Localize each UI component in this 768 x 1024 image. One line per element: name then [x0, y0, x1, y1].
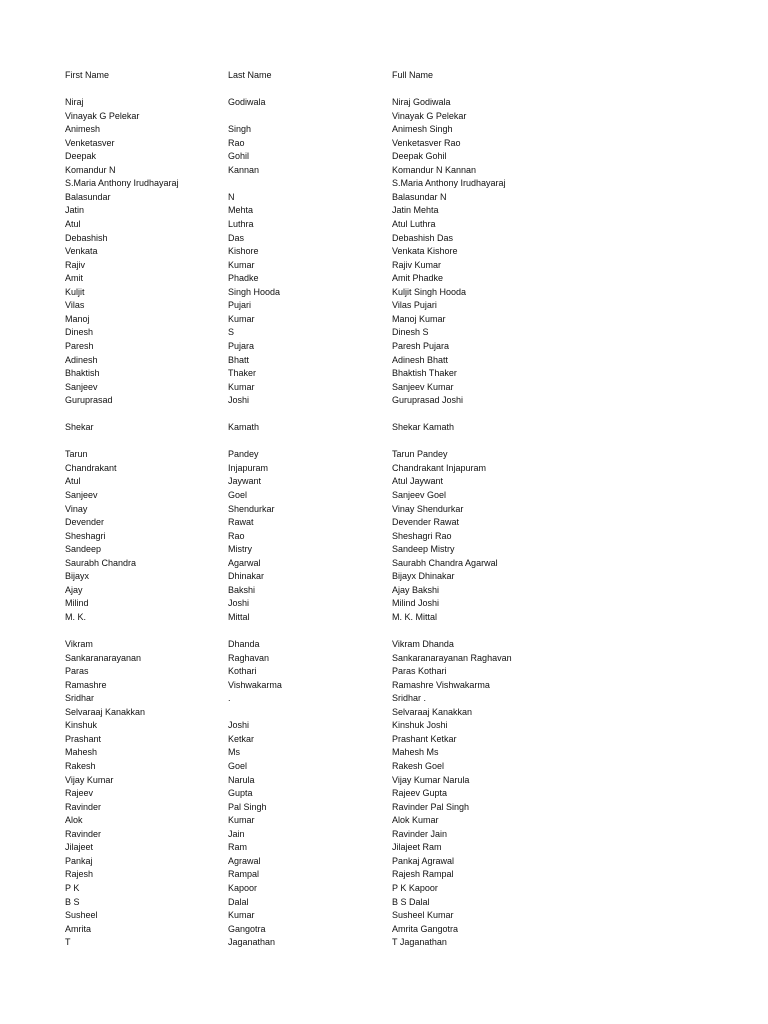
table-row [0, 137, 768, 151]
header-row [0, 69, 768, 83]
last-name-cell: Pujara [228, 340, 255, 351]
first-name-cell: Sankaranarayanan [65, 652, 142, 663]
first-name-cell: P K [65, 882, 80, 893]
full-name-cell: Alok Kumar [392, 815, 439, 826]
table-row [0, 706, 768, 720]
last-name-cell: Mittal [228, 611, 250, 622]
last-name-cell: Kamath [228, 422, 260, 433]
full-name-cell: Vikram Dhanda [392, 639, 454, 650]
last-name-cell: Pujari [228, 300, 252, 311]
table-row [0, 570, 768, 584]
first-name-cell: Vijay Kumar [65, 774, 114, 785]
first-name-cell: Vinayak G Pelekar [65, 110, 140, 121]
table-row [0, 746, 768, 760]
first-name-cell: Niraj [65, 97, 84, 108]
last-name-cell: Singh [228, 124, 252, 135]
table-row [0, 164, 768, 178]
full-name-cell: Venkata Kishore [392, 246, 458, 257]
last-name-cell: Thaker [228, 368, 257, 379]
last-name-cell: Phadke [228, 273, 259, 284]
last-name-cell: Ms [228, 747, 240, 758]
full-name-cell: Komandur N Kannan [392, 164, 477, 175]
last-name-cell: Gangotra [228, 923, 266, 934]
first-name-cell: Ravinder [65, 828, 102, 839]
table-row [0, 801, 768, 815]
last-name-cell: Dhanda [228, 639, 260, 650]
last-name-cell: Rampal [228, 869, 260, 880]
last-name-cell: Jain [228, 828, 245, 839]
last-name-cell: Goel [228, 761, 248, 771]
first-name-cell: Tarun [65, 449, 88, 460]
full-name-cell: Amit Phadke [392, 273, 444, 284]
full-name-cell: Chandrakant Injapuram [392, 462, 487, 473]
full-name-cell: Niraj Godiwala [392, 97, 451, 108]
table-row [0, 882, 768, 896]
first-name-cell: Venkata [65, 246, 98, 257]
first-name-cell: Rajeev [65, 788, 94, 799]
table-row [0, 625, 768, 639]
table-row [0, 868, 768, 882]
last-name-cell: Jaganathan [228, 937, 276, 948]
full-name-cell: Kinshuk Joshi [392, 720, 448, 731]
first-name-cell: Balasundar [65, 191, 111, 202]
first-name-cell: Manoj [65, 313, 90, 324]
table-row [0, 679, 768, 693]
first-name-cell: Chandrakant [65, 462, 117, 473]
last-name-cell: Joshi [228, 395, 250, 406]
table-row [0, 367, 768, 381]
full-name-cell: Sankaranarayanan Raghavan [392, 652, 512, 663]
first-name-cell: Susheel [65, 910, 98, 921]
first-name-cell: Dinesh [65, 327, 94, 338]
first-name-cell: T [65, 937, 71, 948]
full-name-cell: Amrita Gangotra [392, 923, 459, 934]
first-name-cell: Ramashre [65, 679, 107, 690]
table-row [0, 259, 768, 273]
table-row [0, 123, 768, 137]
last-name-cell: Pal Singh [228, 801, 267, 812]
last-name-cell: Goel [228, 490, 248, 500]
table-row [0, 150, 768, 164]
full-name-cell: Ramashre Vishwakarma [392, 679, 490, 690]
last-name-cell: Rao [228, 137, 245, 148]
full-name-cell: Vijay Kumar Narula [392, 774, 470, 785]
table-row [0, 489, 768, 503]
table-row [0, 462, 768, 476]
last-name-cell: Kumar [228, 259, 255, 270]
first-name-cell: Sandeep [65, 544, 102, 555]
last-name-cell: Raghavan [228, 652, 270, 663]
table-row [0, 841, 768, 855]
table-row [0, 638, 768, 652]
table-row [0, 597, 768, 611]
full-name-cell: Prashant Ketkar [392, 733, 457, 744]
full-name-cell: Rajesh Rampal [392, 869, 454, 880]
last-name-cell: Injapuram [228, 462, 269, 473]
table-row [0, 760, 768, 774]
first-name-cell: Guruprasad [65, 395, 113, 406]
last-name-cell: S [228, 327, 235, 338]
table-row [0, 326, 768, 340]
full-name-cell: Guruprasad Joshi [392, 395, 464, 406]
table-row [0, 503, 768, 517]
table-row [0, 787, 768, 801]
table-row [0, 408, 768, 422]
table-row [0, 381, 768, 395]
table-row [0, 475, 768, 489]
full-name-cell: P K Kapoor [392, 882, 438, 893]
first-name-cell: Sheshagri [65, 530, 106, 541]
full-name-cell: Saurabh Chandra Agarwal [392, 557, 498, 568]
last-name-cell: Dalal [228, 896, 249, 907]
full-name-cell: Ajay Bakshi [392, 584, 440, 595]
last-name-cell: Kishore [228, 246, 259, 257]
last-name-cell: Ketkar [228, 733, 255, 744]
full-name-cell: Milind Joshi [392, 598, 440, 609]
last-name-cell: Mistry [228, 544, 252, 555]
table-row [0, 394, 768, 408]
last-name-cell: Kumar [228, 910, 255, 921]
full-name-cell: Debashish Das [392, 232, 454, 243]
first-name-cell: Devender [65, 517, 105, 528]
table-row [0, 299, 768, 313]
first-name-cell: Alok [65, 815, 83, 826]
first-name-cell: Paresh [65, 340, 94, 351]
first-name-cell: Kuljit [65, 286, 85, 297]
last-name-cell: N [228, 191, 235, 202]
last-name-cell: Gupta [228, 788, 253, 799]
table-row [0, 516, 768, 530]
last-name-cell: Jaywant [228, 476, 262, 487]
full-name-cell: Mahesh Ms [392, 747, 439, 758]
full-name-cell: Shekar Kamath [392, 422, 455, 433]
first-name-cell: M. K. [65, 611, 87, 622]
first-name-cell: S.Maria Anthony Irudhayaraj [65, 178, 179, 189]
table-row [0, 936, 768, 950]
table-row [0, 83, 768, 97]
full-name-cell: Venketasver Rao [392, 137, 461, 148]
last-name-cell: Rao [228, 530, 245, 541]
first-name-cell: Jatin [65, 205, 85, 216]
table-row [0, 719, 768, 733]
last-name-cell: Vishwakarma [228, 679, 282, 690]
table-row [0, 421, 768, 435]
table-row [0, 245, 768, 259]
full-name-cell: Balasundar N [392, 191, 447, 202]
first-name-cell: Milind [65, 598, 89, 609]
full-name-cell: Vilas Pujari [392, 300, 437, 311]
last-name-cell: Ram [228, 842, 248, 853]
table-row [0, 354, 768, 368]
first-name-cell: Mahesh [65, 747, 98, 758]
full-name-cell: Sheshagri Rao [392, 530, 452, 541]
full-name-cell: Vinay Shendurkar [392, 503, 464, 514]
last-name-cell: Mehta [228, 205, 254, 216]
first-name-cell: Atul [65, 476, 81, 487]
table-row [0, 530, 768, 544]
full-name-cell: Rakesh Goel [392, 761, 445, 771]
first-name-cell: Ravinder [65, 801, 102, 812]
first-name-cell: Bijayx [65, 571, 90, 582]
last-name-cell: Kumar [228, 815, 255, 826]
table-row [0, 611, 768, 625]
full-name-cell: Susheel Kumar [392, 910, 454, 921]
header-last-name: Last Name [228, 70, 272, 80]
first-name-cell: Sridhar [65, 693, 95, 704]
table-row [0, 191, 768, 205]
first-name-cell: Saurabh Chandra [65, 557, 137, 568]
last-name-cell: Bakshi [228, 584, 256, 595]
table-row [0, 177, 768, 191]
table-row [0, 652, 768, 666]
table-row [0, 218, 768, 232]
table-row [0, 204, 768, 218]
table-row [0, 557, 768, 571]
last-name-cell: Gohil [228, 151, 250, 162]
first-name-cell: Adinesh [65, 354, 98, 365]
first-name-cell: Sanjeev [65, 381, 98, 392]
first-name-cell: Venketasver [65, 137, 115, 148]
last-name-cell: Kannan [228, 164, 260, 175]
full-name-cell: Sandeep Mistry [392, 544, 455, 555]
first-name-cell: Rakesh [65, 761, 96, 771]
first-name-cell: Animesh [65, 124, 101, 135]
first-name-cell: Atul [65, 219, 81, 229]
full-name-cell: Kuljit Singh Hooda [392, 286, 467, 297]
full-name-cell: Rajiv Kumar [392, 259, 442, 270]
full-name-cell: Bijayx Dhinakar [392, 571, 455, 582]
table-row [0, 110, 768, 124]
first-name-cell: Vinay [65, 503, 88, 514]
first-name-cell: Debashish [65, 232, 108, 243]
last-name-cell: Pandey [228, 449, 259, 460]
table-row [0, 814, 768, 828]
table-row [0, 340, 768, 354]
full-name-cell: Paresh Pujara [392, 340, 450, 351]
table-row [0, 272, 768, 286]
last-name-cell: Kapoor [228, 882, 258, 893]
full-name-cell: Jatin Mehta [392, 205, 439, 216]
last-name-cell: Dhinakar [228, 571, 265, 582]
first-name-cell: Prashant [65, 733, 102, 744]
table-row [0, 584, 768, 598]
first-name-cell: Vikram [65, 639, 93, 650]
first-name-cell: B S [65, 896, 80, 907]
first-name-cell: Deepak [65, 151, 97, 162]
last-name-cell: Rawat [228, 517, 254, 528]
first-name-cell: Jilajeet [65, 842, 94, 853]
first-name-cell: Komandur N [65, 164, 116, 175]
table-row [0, 665, 768, 679]
full-name-cell: Atul Jaywant [392, 476, 444, 487]
table-row [0, 286, 768, 300]
last-name-cell: Agrawal [228, 855, 261, 866]
table-row [0, 543, 768, 557]
first-name-cell: Pankaj [65, 855, 93, 866]
last-name-cell: Agarwal [228, 557, 261, 568]
table-row [0, 909, 768, 923]
full-name-cell: Vinayak G Pelekar [392, 110, 467, 121]
table-row [0, 774, 768, 788]
first-name-cell: Sanjeev [65, 490, 98, 500]
table-row [0, 828, 768, 842]
last-name-cell: Luthra [228, 219, 254, 229]
table-row [0, 896, 768, 910]
full-name-cell: Manoj Kumar [392, 313, 446, 324]
first-name-cell: Shekar [65, 422, 94, 433]
last-name-cell: Kumar [228, 381, 255, 392]
first-name-cell: Paras [65, 666, 89, 677]
full-name-cell: Ravinder Jain [392, 828, 448, 839]
first-name-cell: Amrita [65, 923, 92, 934]
full-name-cell: Dinesh S [392, 327, 429, 338]
first-name-cell: Rajiv [65, 259, 86, 270]
full-name-cell: Jilajeet Ram [392, 842, 442, 853]
full-name-cell: Sanjeev Goel [392, 490, 447, 500]
table-row [0, 448, 768, 462]
table-row [0, 232, 768, 246]
last-name-cell: Das [228, 232, 245, 243]
first-name-cell: Ajay [65, 584, 83, 595]
last-name-cell: Joshi [228, 598, 250, 609]
last-name-cell: Bhatt [228, 354, 250, 365]
full-name-cell: Deepak Gohil [392, 151, 447, 162]
first-name-cell: Amit [65, 273, 83, 284]
full-name-cell: Adinesh Bhatt [392, 354, 449, 365]
full-name-cell: Bhaktish Thaker [392, 368, 457, 379]
table-row [0, 435, 768, 449]
table-row [0, 96, 768, 110]
full-name-cell: Sridhar . [392, 693, 427, 704]
full-name-cell: M. K. Mittal [392, 611, 438, 622]
full-name-cell: Pankaj Agrawal [392, 855, 455, 866]
header-full-name: Full Name [392, 70, 434, 80]
last-name-cell: Joshi [228, 720, 250, 731]
first-name-cell: Selvaraaj Kanakkan [65, 706, 146, 717]
last-name-cell: Narula [228, 774, 255, 785]
last-name-cell: Singh Hooda [228, 286, 281, 297]
table-row [0, 855, 768, 869]
full-name-cell: Selvaraaj Kanakkan [392, 706, 473, 717]
table-row [0, 733, 768, 747]
last-name-cell: Godiwala [228, 97, 266, 108]
full-name-cell: Ravinder Pal Singh [392, 801, 470, 812]
full-name-cell: B S Dalal [392, 896, 430, 907]
first-name-cell: Vilas [65, 300, 85, 311]
full-name-cell: Paras Kothari [392, 666, 447, 677]
full-name-cell: T Jaganathan [392, 937, 447, 948]
first-name-cell: Bhaktish [65, 368, 100, 379]
header-first-name: First Name [65, 70, 110, 80]
first-name-cell: Rajesh [65, 869, 94, 880]
first-name-cell: Kinshuk [65, 720, 98, 731]
table-row [0, 923, 768, 937]
last-name-cell: Kumar [228, 313, 255, 324]
full-name-cell: Devender Rawat [392, 517, 460, 528]
full-name-cell: Rajeev Gupta [392, 788, 448, 799]
full-name-cell: Sanjeev Kumar [392, 381, 454, 392]
full-name-cell: S.Maria Anthony Irudhayaraj [392, 178, 506, 189]
last-name-cell: Shendurkar [228, 503, 275, 514]
last-name-cell: Kothari [228, 666, 257, 677]
full-name-cell: Animesh Singh [392, 124, 453, 135]
table-row [0, 313, 768, 327]
last-name-cell: . [228, 693, 231, 704]
table-row [0, 692, 768, 706]
full-name-cell: Atul Luthra [392, 219, 436, 229]
full-name-cell: Tarun Pandey [392, 449, 448, 460]
